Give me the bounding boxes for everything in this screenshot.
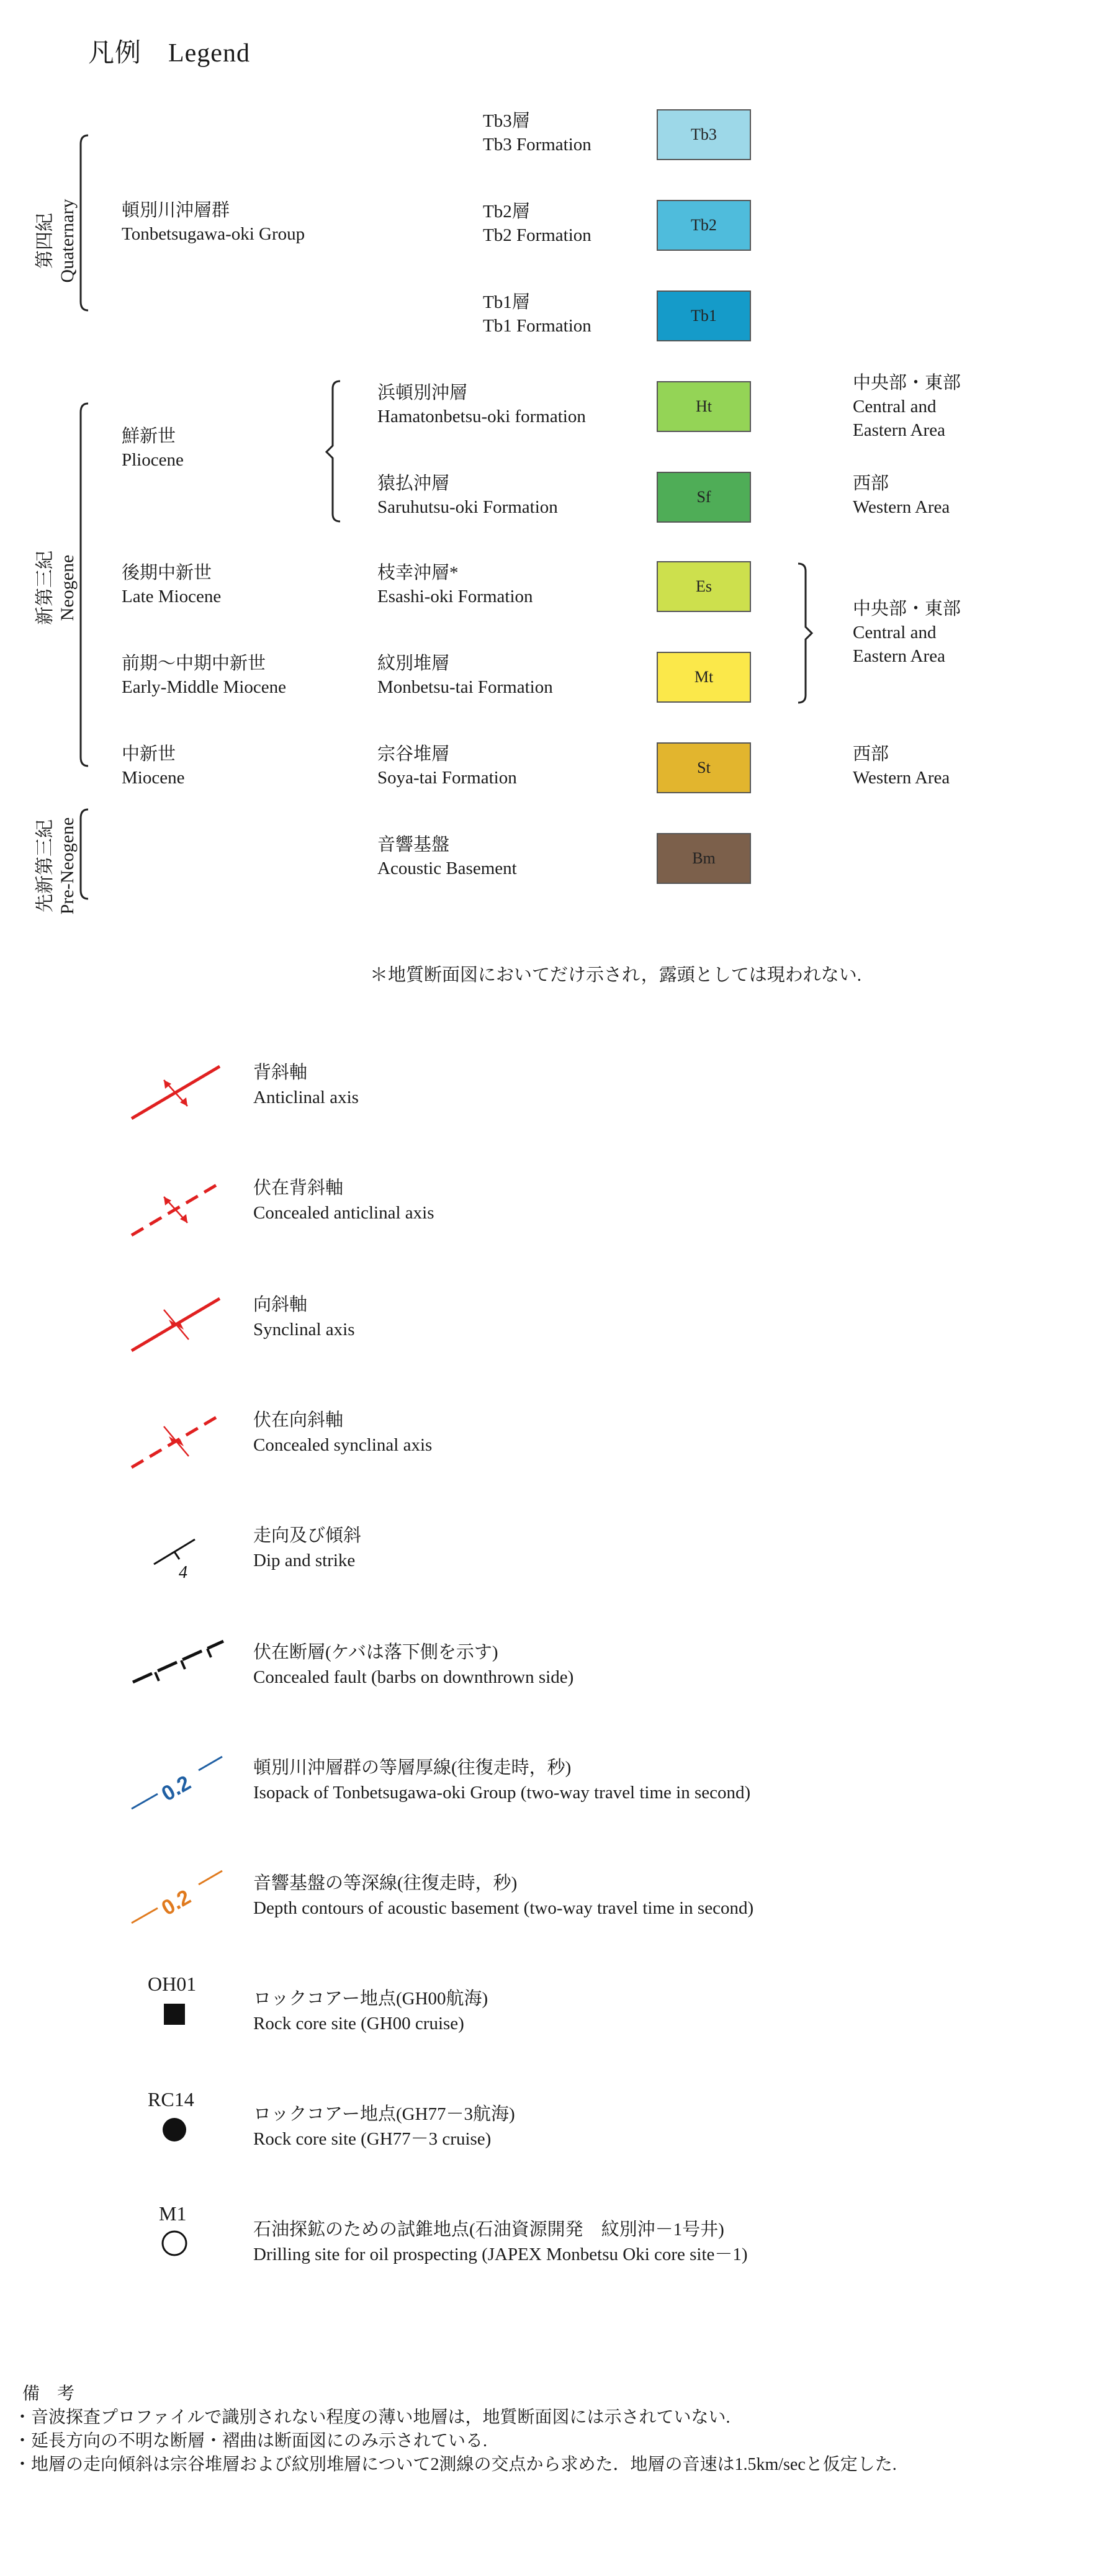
- depth-contour-icon: [129, 1861, 228, 1929]
- symbol-concealed-syncline-label: 伏在向斜軸 Concealed synclinal axis: [253, 1410, 433, 1455]
- open-circle-icon: [161, 2230, 189, 2258]
- remarks: [14, 2382, 897, 2477]
- formation-tb1-swatch: Tb1: [657, 290, 751, 341]
- filled-circle-icon: [161, 2117, 189, 2144]
- remarks-heading: 備 考: [22, 2384, 75, 2403]
- area-es-mt: 中央部・東部 Central and Eastern Area: [853, 599, 961, 666]
- formation-mt-name: 紋別堆層 Monbetsu-tai Formation: [377, 654, 553, 697]
- period-pre-neogene: 先新第三紀 Pre-Neogene: [35, 817, 78, 915]
- group-miocene: 中新世 Miocene: [122, 744, 185, 788]
- symbol-anticline-label: 背斜軸 Anticlinal axis: [253, 1063, 359, 1107]
- remark-line-2: ・延長方向の不明な断層・褶曲は断面図にのみ示されている.: [14, 2431, 488, 2451]
- isopach-icon: [129, 1747, 228, 1815]
- period-quaternary: 第四紀 Quaternary: [35, 199, 78, 283]
- symbol-rock-core-gh00-label: ロックコアー地点(GH00航海) Rock core site (GH00 cruise): [253, 1989, 488, 2033]
- formation-st-name: 宗谷堆層 Soya-tai Formation: [377, 744, 517, 788]
- concealed-fault-icon: [130, 1639, 230, 1688]
- formation-bm-name: 音響基盤 Acoustic Basement: [377, 835, 517, 878]
- dip-strike-icon: [151, 1533, 220, 1583]
- symbol-syncline-label: 向斜軸 Synclinal axis: [253, 1295, 355, 1340]
- formation-ht-name: 浜頓別沖層 Hamatonbetsu-oki formation: [377, 383, 586, 426]
- formation-ht-swatch: Ht: [657, 381, 751, 432]
- oh01-label: OH01: [148, 1973, 197, 1995]
- formation-tb3-name: Tb3層 Tb3 Formation: [483, 111, 591, 155]
- isopach-value: 0.2: [157, 1771, 195, 1806]
- formation-mt-swatch: Mt: [657, 652, 751, 703]
- formation-tb3-swatch: Tb3: [657, 109, 751, 160]
- symbol-concealed-fault-label: 伏在断層(ケバは落下側を示す) Concealed fault (barbs on downthrown side): [253, 1642, 574, 1687]
- formation-sf-name: 猿払沖層 Saruhutsu-oki Formation: [377, 474, 558, 517]
- symbol-depth-contour-label: 音響基盤の等深線(往復走時，秒) Depth contours of acoustic basement (two-way travel time in second): [253, 1873, 754, 1918]
- syncline-icon: [129, 1287, 228, 1356]
- legend-title: 凡例 Legend: [88, 39, 250, 68]
- group-late-miocene: 後期中新世 Late Miocene: [122, 563, 222, 606]
- area-ht: 中央部・東部 Central and Eastern Area: [853, 373, 961, 440]
- depth-contour-value: 0.2: [157, 1885, 195, 1921]
- filled-square-icon: [163, 2002, 187, 2027]
- remark-line-1: ・音波探査プロファイルで識別されない程度の薄い地層は，地質断面図には示されていない.: [14, 2408, 731, 2427]
- formation-es-swatch: Es: [657, 561, 751, 612]
- group-pliocene: 鮮新世 Pliocene: [122, 426, 184, 470]
- area-sf: 西部 Western Area: [853, 474, 950, 517]
- footnote: ＊地質断面図においてだけ示され，露頭としては現われない.: [370, 965, 861, 985]
- m1-label: M1: [159, 2202, 187, 2225]
- formation-bm-swatch: Bm: [657, 833, 751, 884]
- concealed-anticline-icon: [129, 1172, 228, 1240]
- remark-line-3: ・地層の走向傾斜は宗谷堆層および紋別堆層について2測線の交点から求めた．地層の音速は1.5km/secと仮定した.: [14, 2455, 897, 2474]
- group-tonbetsugawa: 頓別川沖層群 Tonbetsugawa-oki Group: [122, 200, 305, 244]
- symbol-drilling-site-label: 石油探鉱のための試錐地点(石油資源開発 紋別沖－1号井) Drilling site for oil prospecting (JAPEX Monbetsu Oki core site－1): [253, 2220, 748, 2264]
- anticline-icon: [129, 1055, 228, 1124]
- symbol-concealed-anticline-label: 伏在背斜軸 Concealed anticlinal axis: [253, 1178, 434, 1223]
- area-st: 西部 Western Area: [853, 744, 950, 788]
- formation-tb2-swatch: Tb2: [657, 200, 751, 251]
- rc14-label: RC14: [148, 2088, 194, 2110]
- period-neogene: 新第三紀 Neogene: [35, 551, 78, 625]
- formation-sf-swatch: Sf: [657, 472, 751, 523]
- group-early-middle-miocene: 前期～中期中新世 Early-Middle Miocene: [122, 654, 286, 697]
- formation-tb1-name: Tb1層 Tb1 Formation: [483, 292, 591, 336]
- symbol-rock-core-gh77-label: ロックコアー地点(GH77－3航海) Rock core site (GH77－3 cruise): [253, 2104, 515, 2149]
- dip-value: 4: [179, 1563, 187, 1582]
- symbol-dip-strike-label: 走向及び傾斜 Dip and strike: [253, 1526, 362, 1570]
- formation-st-swatch: St: [657, 742, 751, 793]
- concealed-syncline-icon: [129, 1404, 228, 1472]
- formation-es-name: 枝幸沖層* Esashi-oki Formation: [377, 563, 533, 606]
- formation-tb2-name: Tb2層 Tb2 Formation: [483, 202, 591, 245]
- symbol-isopach-label: 頓別川沖層群の等層厚線(往復走時，秒) Isopack of Tonbetsugawa-oki Group (two-way travel time in second): [253, 1758, 751, 1803]
